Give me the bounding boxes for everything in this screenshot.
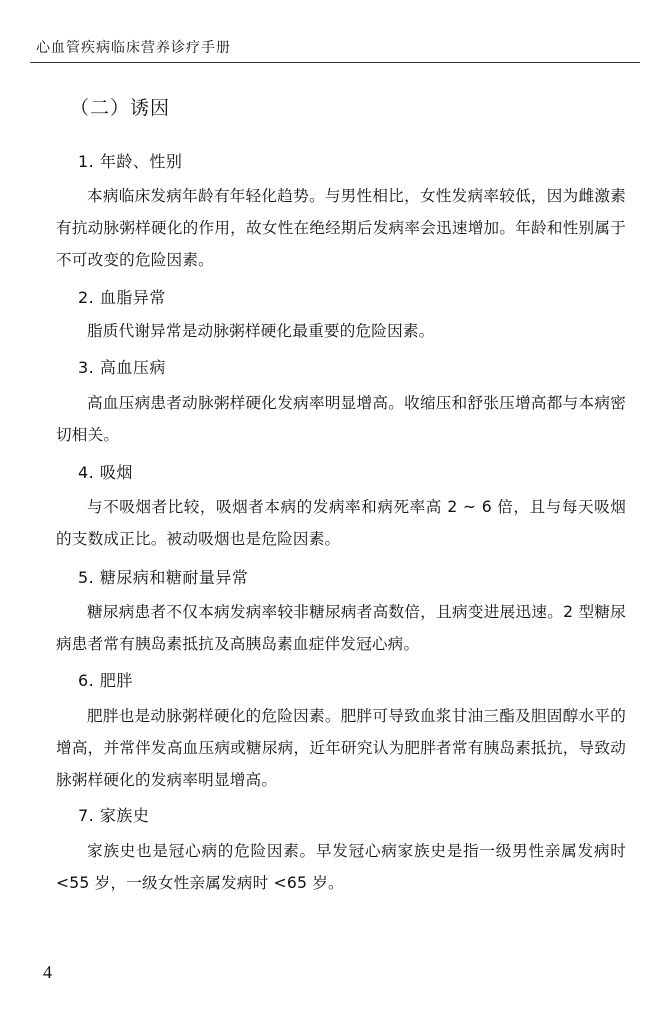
- item-heading-diabetes: 5. 糖尿病和糖耐量异常: [78, 568, 249, 587]
- paragraph-diabetes: 糖尿病患者不仅本病发病率较非糖尿病者高数倍，且病变进展迅速。2 型糖尿病患者常有胰岛素抵抗及高胰岛素血症伴发冠心病。: [56, 603, 626, 653]
- paragraph-smoking: 与不吸烟者比较，吸烟者本病的发病率和病死率高 2 ~ 6 倍，且与每天吸烟的支数成正比。被动吸烟也是危险因素。: [56, 498, 626, 548]
- paragraph-age-sex: 本病临床发病年龄有年轻化趋势。与男性相比，女性发病率较低，因为雌激素有抗动脉粥样硬化的作用，故女性在绝经期后发病率会迅速增加。年龄和性别属于不可改变的危险因素。: [56, 187, 626, 269]
- header-rule: [30, 62, 640, 63]
- section-title: （二）诱因: [70, 97, 171, 119]
- paragraph-hypertension: 高血压病患者动脉粥样硬化发病率明显增高。收缩压和舒张压增高都与本病密切相关。: [56, 394, 626, 444]
- page-number: 4: [43, 962, 52, 982]
- item-heading-family-history: 7. 家族史: [78, 806, 150, 825]
- item-heading-hypertension: 3. 高血压病: [78, 358, 166, 377]
- item-heading-smoking: 4. 吸烟: [78, 463, 133, 482]
- paragraph-family-history: 家族史也是冠心病的危险因素。早发冠心病家族史是指一级男性亲属发病时 <55 岁，一级女性亲属发病时 <65 岁。: [56, 842, 626, 892]
- item-heading-age-sex: 1. 年龄、性别: [78, 152, 183, 171]
- item-heading-dyslipidemia: 2. 血脂异常: [78, 288, 166, 307]
- running-header: 心血管疾病临床营养诊疗手册: [36, 40, 231, 56]
- item-heading-obesity: 6. 肥胖: [78, 671, 133, 690]
- paragraph-dyslipidemia: 脂质代谢异常是动脉粥样硬化最重要的危险因素。: [87, 322, 435, 340]
- paragraph-obesity: 肥胖也是动脉粥样硬化的危险因素。肥胖可导致血浆甘油三酯及胆固醇水平的增高，并常伴发高血压病或糖尿病，近年研究认为肥胖者常有胰岛素抵抗，导致动脉粥样硬化的发病率明显增高。: [56, 707, 626, 789]
